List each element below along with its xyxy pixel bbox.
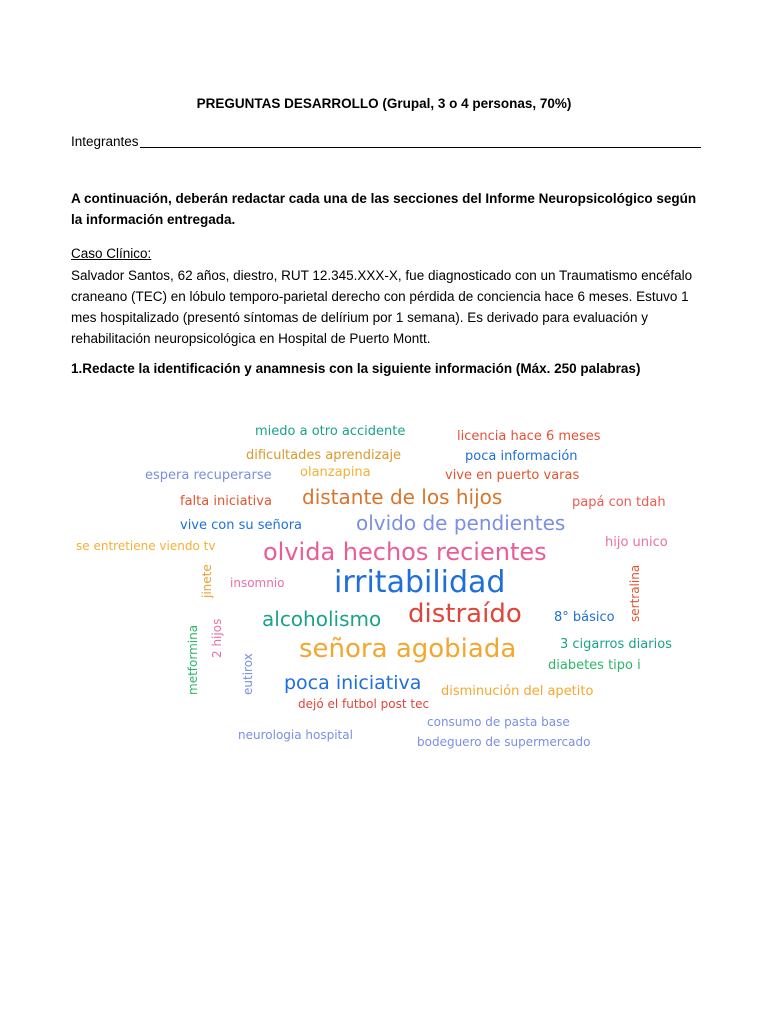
word-cloud-item: miedo a otro accidente: [255, 424, 406, 439]
word-cloud-item: distante de los hijos: [302, 485, 503, 509]
caso-clinico-label: Caso Clínico:: [71, 246, 152, 261]
word-cloud-item: licencia hace 6 meses: [457, 429, 601, 444]
word-cloud-item: consumo de pasta base: [427, 715, 570, 729]
page-title: PREGUNTAS DESARROLLO (Grupal, 3 o 4 personas, 70%): [196, 96, 572, 111]
word-cloud-item: papá con tdah: [572, 495, 666, 510]
word-cloud-item: vive en puerto varas: [445, 468, 580, 483]
word-cloud-item: irritabilidad: [334, 565, 506, 600]
word-cloud-item: neurologia hospital: [238, 728, 353, 742]
word-cloud-item: señora agobiada: [299, 634, 517, 664]
integrantes-label: Integrantes: [71, 134, 139, 149]
word-cloud-item: 8° básico: [554, 610, 615, 625]
instruction-text: A continuación, deberán redactar cada una de las secciones del Informe Neuropsicológico según la información entregada.: [71, 191, 697, 227]
word-cloud-item: sertralina: [628, 564, 642, 622]
word-cloud-item: jinete: [200, 564, 214, 598]
word-cloud-item: olvida hechos recientes: [263, 538, 547, 566]
word-cloud-item: distraído: [408, 599, 522, 629]
word-cloud-item: espera recuperarse: [145, 468, 272, 483]
word-cloud-item: dificultades aprendizaje: [246, 448, 402, 463]
word-cloud-item: poca información: [465, 449, 578, 464]
word-cloud-item: vive con su señora: [180, 518, 303, 533]
word-cloud-item: insomnio: [230, 576, 285, 590]
word-cloud-item: 3 cigarros diarios: [560, 637, 672, 652]
word-cloud-item: bodeguero de supermercado: [417, 735, 591, 749]
word-cloud-item: hijo unico: [605, 535, 668, 550]
word-cloud-item: olvido de pendientes: [356, 511, 566, 535]
word-cloud-item: poca iniciativa: [284, 672, 422, 694]
word-cloud-item: 2 hijos: [210, 618, 224, 658]
word-cloud-item: falta iniciativa: [180, 494, 272, 509]
word-cloud-item: olanzapina: [300, 465, 371, 480]
word-cloud-item: eutirox: [241, 653, 255, 695]
word-cloud-item: dejó el futbol post tec: [298, 697, 430, 711]
caso-clinico-text: Salvador Santos, 62 años, diestro, RUT 12.345.XXX-X, fue diagnosticado con un Traumatismo encéfalo craneano (TEC) en lóbulo temporo-parietal derecho con pérdida de conciencia hace 6 meses. Estuvo 1 mes hospitalizado (presentó síntomas de delírium por 1 semana). Es derivado para evaluación y rehabilitación neuropsicológica en Hospital de Puerto Montt.: [71, 268, 693, 346]
word-cloud-item: se entretiene viendo tv: [76, 539, 216, 553]
word-cloud-item: alcoholismo: [262, 607, 382, 631]
word-cloud-item: diabetes tipo i: [548, 658, 641, 673]
word-cloud-item: disminución del apetito: [441, 684, 594, 699]
integrantes-underline: [140, 134, 701, 148]
question-1: 1.Redacte la identificación y anamnesis con la siguiente información (Máx. 250 palabras): [71, 361, 641, 376]
integrantes-field: [71, 134, 701, 149]
word-cloud-item: metformina: [186, 624, 200, 695]
